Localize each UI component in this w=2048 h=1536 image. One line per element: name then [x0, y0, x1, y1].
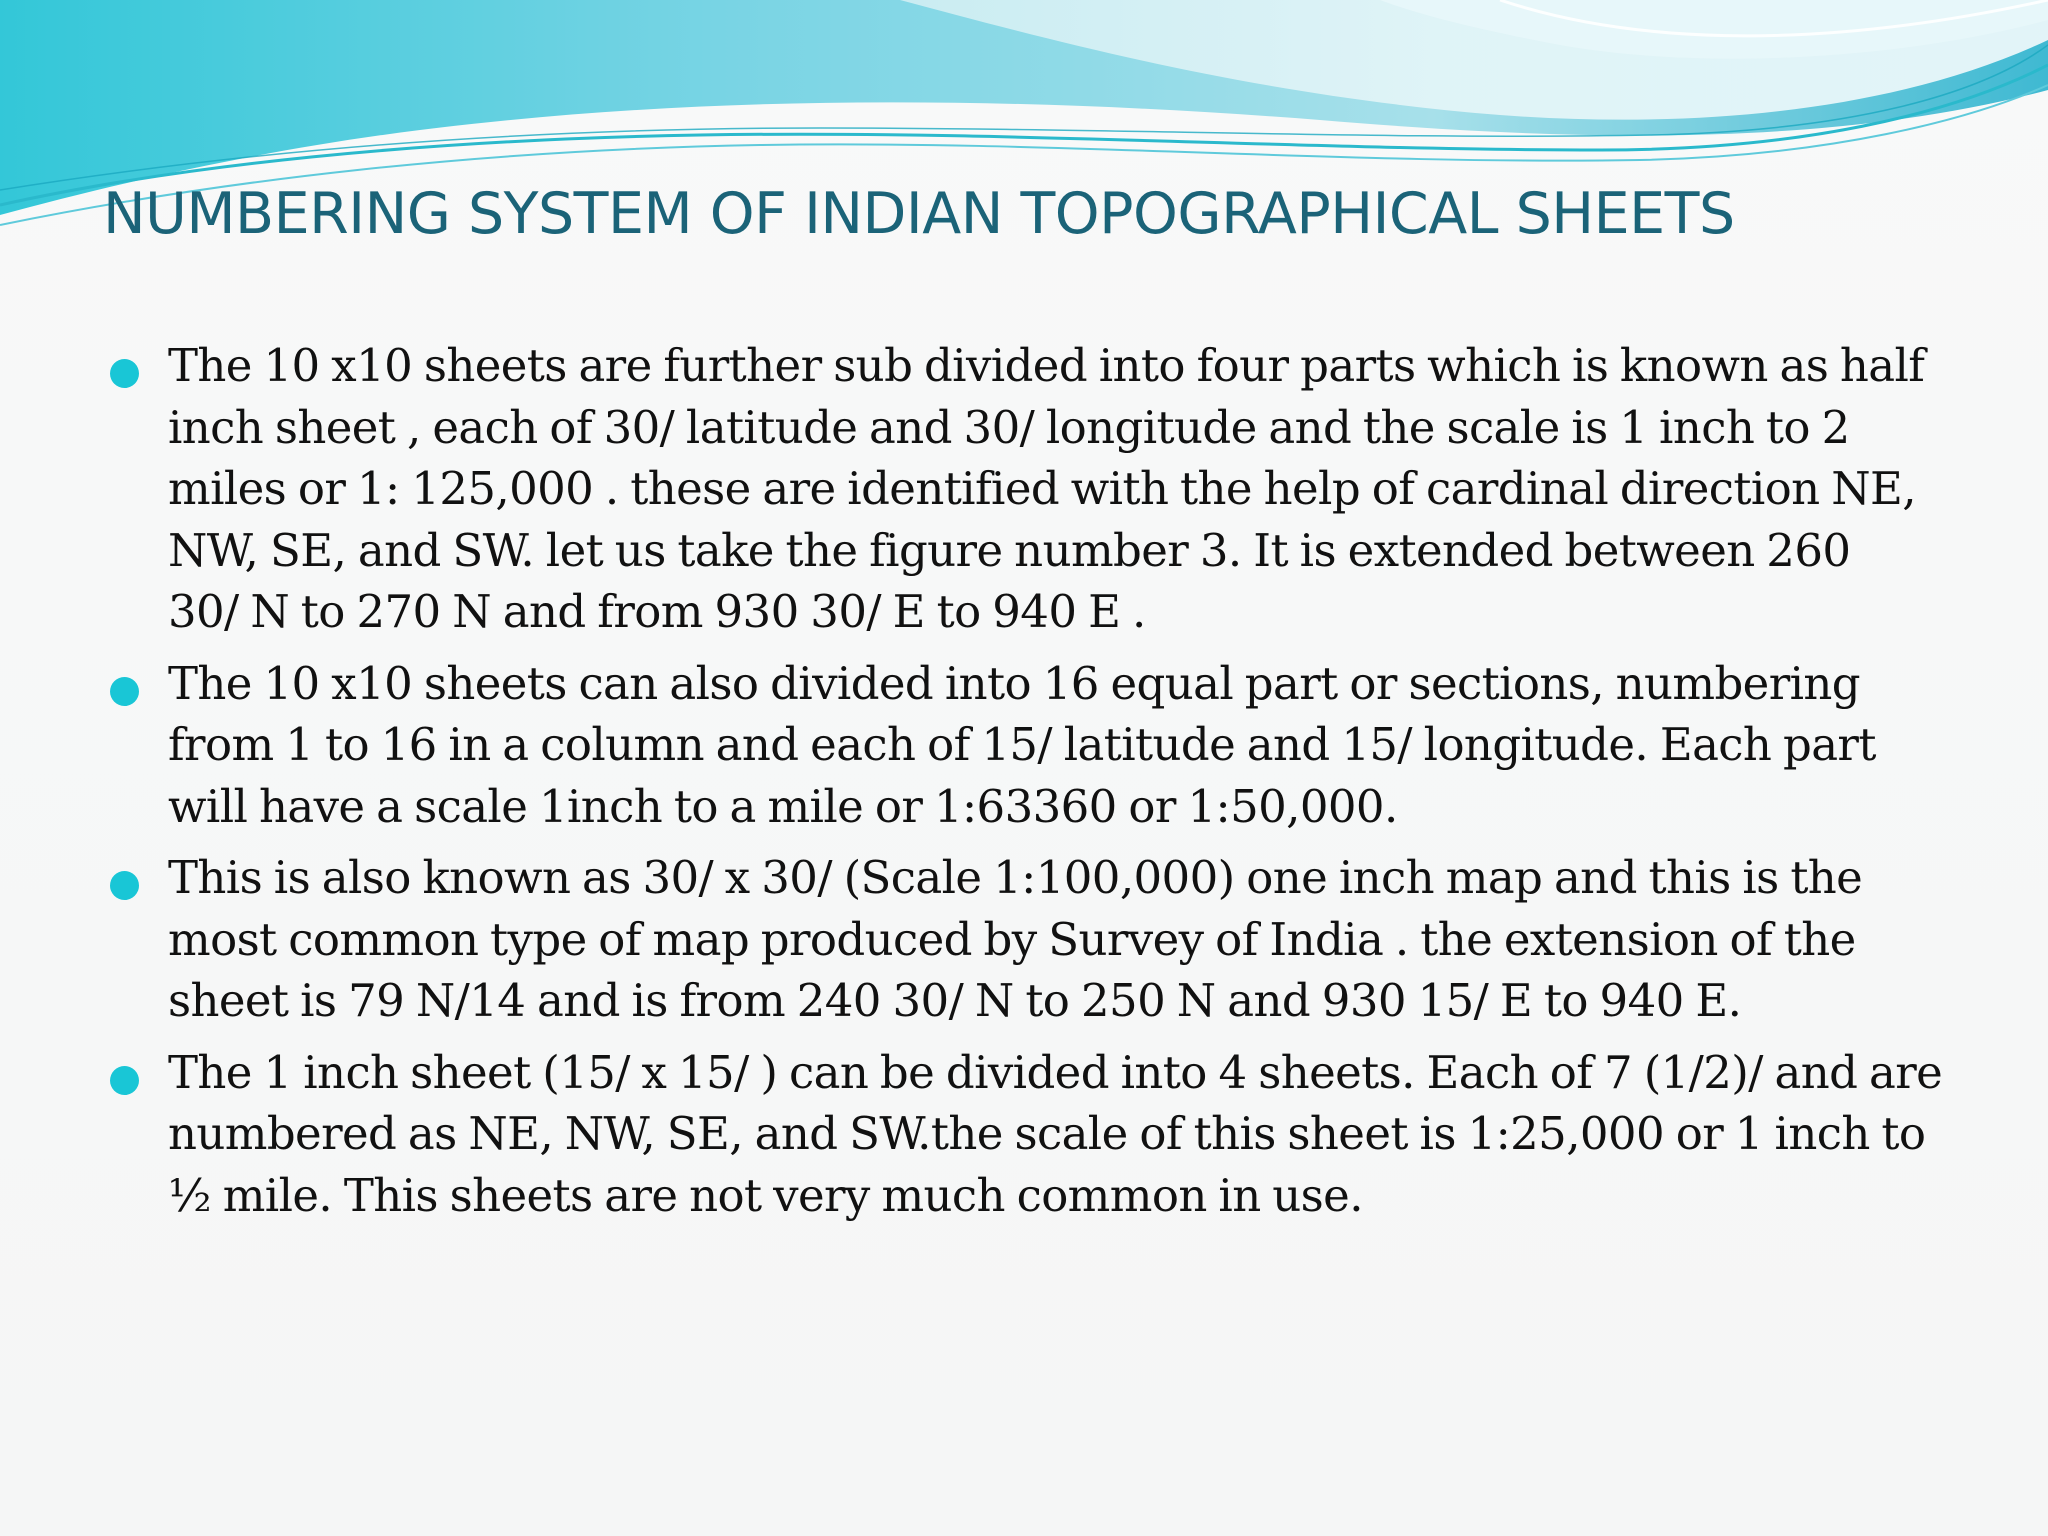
bullet-line: inch sheet , each of 30/ latitude and 30/ longitude and the scale is 1 inch to 2 [168, 400, 1850, 454]
bullet-dot-icon [110, 677, 139, 706]
bullet-list [0, 335, 2048, 1236]
slide-title: NUMBERING SYSTEM OF INDIAN TOPOGRAPHICAL SHEETS [103, 181, 1735, 247]
bullet-line: most common type of map produced by Survey of India . the extension of the [168, 912, 1856, 966]
bullet-dot-icon [110, 871, 139, 900]
bullet-line: ½ mile. This sheets are not very much common in use. [168, 1168, 1363, 1222]
bullet-item-1 [0, 335, 2048, 643]
bullet-line: 30/ N to 270 N and from 930 30/ E to 940 E . [168, 585, 1146, 638]
bullet-item-2 [0, 653, 2048, 838]
bullet-line: NW, SE, and SW. let us take the figure number 3. It is extended between 260 [168, 523, 1851, 577]
bullet-line: numbered as NE, NW, SE, and SW.the scale of this sheet is 1:25,000 or 1 inch to [168, 1107, 1926, 1160]
bullet-line: The 1 inch sheet (15/ x 15/ ) can be divided into 4 sheets. Each of 7 (1/2)/ and are [168, 1045, 1943, 1099]
bullet-line: This is also known as 30/ x 30/ (Scale 1:100,000) one inch map and this is the [168, 851, 1863, 904]
bullet-line: miles or 1: 125,000 . these are identified with the help of cardinal direction NE, [168, 462, 1916, 515]
bullet-item-3 [0, 847, 2048, 1032]
bullet-dot-icon [110, 1066, 139, 1095]
bullet-item-4 [0, 1042, 2048, 1227]
bullet-line: The 10 x10 sheets can also divided into 16 equal part or sections, numbering [168, 656, 1860, 710]
bullet-dot-icon [110, 359, 139, 388]
bullet-line: The 10 x10 sheets are further sub divided into four parts which is known as half [168, 339, 1925, 392]
bullet-line: sheet is 79 N/14 and is from 240 30/ N to 250 N and 930 15/ E to 940 E. [168, 974, 1742, 1027]
bullet-line: from 1 to 16 in a column and each of 15/ latitude and 15/ longitude. Each part [168, 718, 1876, 771]
bullet-line: will have a scale 1inch to a mile or 1:63360 or 1:50,000. [168, 779, 1398, 833]
